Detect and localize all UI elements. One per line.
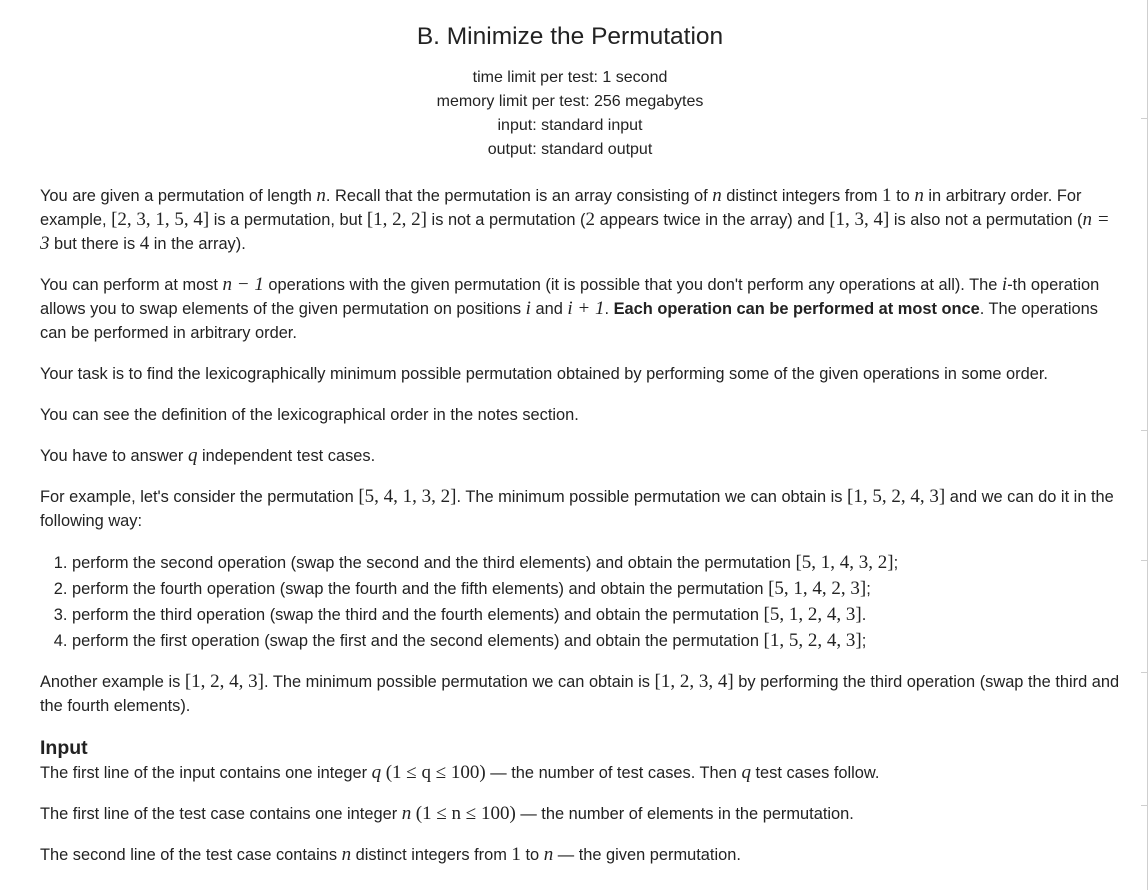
math: 4: [139, 233, 150, 254]
text: by performing the third operation (swap the third and the fourth elements).: [40, 673, 1120, 715]
text: operations with the given permutation (it is possible that you don't perform any operations at all). The: [263, 276, 1002, 294]
text: to: [891, 187, 915, 205]
bold-text: Each operation can be performed at most once: [613, 300, 980, 318]
text: but there is: [49, 235, 140, 253]
math: n: [543, 844, 554, 865]
output-file: output: standard output: [487, 141, 653, 158]
text: . Recall that the permutation is an array consisting of: [325, 187, 713, 205]
math: i + 1: [567, 298, 605, 319]
time-limit: time limit per test: 1 second: [472, 69, 668, 86]
text: .: [861, 606, 867, 624]
problem-header: [0, 0, 1140, 162]
text: . The minimum possible permutation we can obtain is: [264, 673, 655, 691]
text: perform the third operation (swap the third and the fourth elements) and obtain the permutation: [72, 606, 764, 624]
text: perform the second operation (swap the second and the third elements) and obtain the permutation: [72, 554, 796, 572]
math: [1, 2, 4, 3]: [184, 671, 265, 692]
text: distinct integers from: [351, 846, 512, 864]
math: [1, 5, 2, 4, 3]: [847, 486, 946, 507]
text: The first line of the test case contains one integer: [40, 805, 402, 823]
math: q: [371, 762, 382, 783]
text: to: [520, 846, 544, 864]
text: You can perform at most: [40, 276, 223, 294]
legend-paragraph-1: [40, 184, 1120, 256]
input-line-2: [40, 802, 1120, 826]
legend-paragraph-6: [40, 485, 1120, 533]
text: ;: [866, 580, 871, 598]
text: The first line of the input contains one integer: [40, 764, 372, 782]
legend-paragraph-3: Your task is to find the lexicographically minimum possible permutation obtained by performing some of the given operations in some order.: [40, 365, 1048, 383]
text: ;: [893, 554, 899, 572]
math: n: [341, 844, 352, 865]
border-tick: [1141, 672, 1148, 673]
text: perform the fourth operation (swap the fourth and the fifth elements) and obtain the permutation: [72, 580, 769, 598]
input-line-3: [40, 843, 1120, 867]
text: test cases follow.: [750, 764, 880, 782]
text: The second line of the test case contains: [40, 846, 342, 864]
text: distinct integers from: [721, 187, 883, 205]
memory-limit: memory limit per test: 256 megabytes: [436, 93, 704, 110]
math: i: [525, 298, 531, 319]
text: . The operations can be performed in arbitrary order.: [40, 300, 1098, 342]
text: .: [604, 300, 614, 318]
input-section-title: Input: [40, 737, 88, 759]
border-tick: [1141, 805, 1148, 806]
math: (1 ≤ q ≤ 100): [385, 762, 486, 783]
math: 1: [882, 185, 892, 206]
legend-paragraph-2: [40, 273, 1120, 345]
text: is not a permutation (: [427, 211, 586, 229]
text: in arbitrary order. For example,: [40, 187, 1082, 229]
math: [2, 3, 1, 5, 4]: [111, 209, 210, 230]
math: n: [316, 185, 326, 206]
math: n = 3: [40, 209, 1110, 254]
math: [1, 5, 2, 4, 3]: [763, 630, 862, 651]
math: [5, 1, 2, 4, 3]: [763, 604, 862, 625]
math: n − 1: [222, 274, 264, 295]
math: n: [914, 185, 924, 206]
text: independent test cases.: [197, 447, 376, 465]
text: You are given a permutation of length: [40, 187, 317, 205]
math: [5, 1, 4, 2, 3]: [768, 578, 867, 599]
text: ;: [861, 632, 867, 650]
math: [1, 3, 4]: [829, 209, 890, 230]
text: For example, let's consider the permutation: [40, 488, 359, 506]
math: [5, 1, 4, 3, 2]: [795, 552, 894, 573]
text: is also not a permutation (: [889, 211, 1083, 229]
math: q: [741, 762, 751, 783]
text: and we can do it in the following way:: [40, 488, 1114, 530]
math: [1, 2, 2]: [366, 209, 427, 230]
list-item: [72, 550, 1120, 576]
math: n: [712, 185, 722, 206]
input-line-1: [40, 761, 1120, 785]
text: — the given permutation.: [553, 846, 741, 864]
problem-statement: [40, 184, 1120, 884]
text: appears twice in the array) and: [595, 211, 830, 229]
text: . The minimum possible permutation we can obtain is: [456, 488, 848, 506]
text: — the number of test cases. Then: [485, 764, 742, 782]
text: in the array).: [149, 235, 246, 253]
math: (1 ≤ n ≤ 100): [415, 803, 516, 824]
border-tick: [1141, 118, 1148, 119]
math: [5, 4, 1, 3, 2]: [358, 486, 457, 507]
problem-title: B. Minimize the Permutation: [416, 23, 724, 50]
text: You have to answer: [40, 447, 188, 465]
math: [1, 2, 3, 4]: [654, 671, 734, 692]
text: and: [530, 300, 568, 318]
text: — the number of elements in the permutation.: [515, 805, 854, 823]
text: is a permutation, but: [209, 211, 367, 229]
legend-paragraph-7: [40, 670, 1120, 718]
border-tick: [1141, 430, 1148, 431]
math: q: [187, 445, 198, 466]
text: -th operation allows you to swap elements of the given permutation on positions: [40, 276, 1100, 318]
text: perform the first operation (swap the first and the second elements) and obtain the permutation: [72, 632, 764, 650]
border-tick: [1141, 560, 1148, 561]
math: 2: [585, 209, 596, 230]
list-item: [72, 602, 1120, 628]
steps-list: [40, 550, 1120, 654]
math: n: [401, 803, 412, 824]
math: 1: [511, 844, 521, 865]
legend-paragraph-5: [40, 444, 1120, 468]
legend-paragraph-4: You can see the definition of the lexicographical order in the notes section.: [40, 406, 579, 424]
text: Another example is: [40, 673, 185, 691]
list-item: [72, 628, 1120, 654]
list-item: [72, 576, 1120, 602]
math: i: [1001, 274, 1008, 295]
input-file: input: standard input: [497, 117, 643, 134]
